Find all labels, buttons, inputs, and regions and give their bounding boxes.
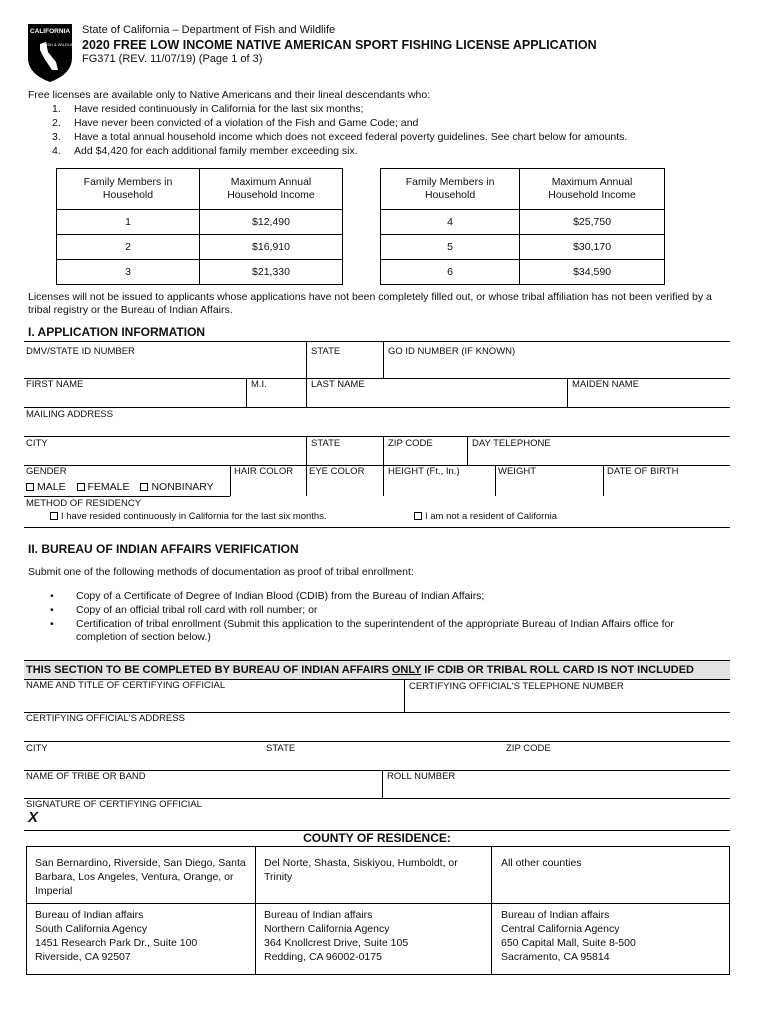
table-row: 5 $30,170 [381, 235, 665, 260]
list-item: • Copy of an official tribal roll card with roll number; or [50, 604, 318, 616]
weight-field[interactable]: WEIGHT [498, 466, 536, 477]
zip-field[interactable]: ZIP CODE [388, 438, 433, 449]
tribe-field[interactable]: NAME OF TRIBE OR BAND [26, 771, 146, 782]
official-name-field[interactable]: NAME AND TITLE OF CERTIFYING OFFICIAL [26, 680, 226, 691]
residency-label: METHOD OF RESIDENCY [26, 498, 142, 509]
seal-text-mid: FISH & WILDLIFE [43, 42, 74, 47]
signature-x: X [28, 809, 39, 826]
residency-option-resident[interactable]: I have resided continuously in California for the last six months. [50, 511, 327, 522]
gender-field: GENDER MALE FEMALE NONBINARY [26, 466, 214, 493]
eye-color-field[interactable]: EYE COLOR [309, 466, 365, 477]
table-row: 4 $25,750 [381, 210, 665, 235]
residency-option-nonresident[interactable]: I am not a resident of California [414, 511, 557, 522]
section2-heading: II. BUREAU OF INDIAN AFFAIRS VERIFICATION [28, 542, 299, 556]
department-line: State of California – Department of Fish and Wildlife [82, 24, 336, 36]
agency-north: Bureau of Indian affairs Northern California Agency 364 Knollcrest Drive, Suite 105 Redding, CA 96002-0175 [264, 909, 409, 963]
maiden-name-field[interactable]: MAIDEN NAME [572, 379, 640, 390]
dob-field[interactable]: DATE OF BIRTH [607, 466, 679, 477]
section1-heading: I. APPLICATION INFORMATION [28, 325, 206, 339]
bia-state-field[interactable]: STATE [266, 743, 296, 754]
form-title: 2020 FREE LOW INCOME NATIVE AMERICAN SPORT FISHING LICENSE APPLICATION [82, 38, 597, 52]
col-income: Maximum Annual Household Income [520, 169, 665, 210]
col-income: Maximum Annual Household Income [200, 169, 343, 210]
hair-color-field[interactable]: HAIR COLOR [234, 466, 294, 477]
male-checkbox[interactable]: MALE [26, 481, 66, 493]
list-item: 4. Add $4,420 for each additional family member exceeding six. [52, 145, 358, 157]
first-name-field[interactable]: FIRST NAME [26, 379, 84, 390]
mi-field[interactable]: M.I. [251, 379, 267, 390]
state-field-2[interactable]: STATE [311, 438, 341, 449]
official-address-field[interactable]: CERTIFYING OFFICIAL'S ADDRESS [26, 713, 185, 724]
county-heading: COUNTY OF RESIDENCE: [303, 831, 451, 845]
county-list-north: Del Norte, Shasta, Siskiyou, Humboldt, or Trinity [264, 857, 458, 883]
day-phone-field[interactable]: DAY TELEPHONE [472, 438, 551, 449]
intro-list [52, 103, 627, 159]
county-list-south: San Bernardino, Riverside, San Diego, Santa Barbara, Los Angeles, Ventura, Orange, or Imperial [35, 857, 246, 897]
col-members: Family Members in Household [381, 169, 520, 210]
cdfw-seal [26, 22, 74, 84]
female-checkbox[interactable]: FEMALE [77, 481, 130, 493]
official-phone-field[interactable]: CERTIFYING OFFICIAL'S TELEPHONE NUMBER [409, 681, 624, 692]
table-row: 2 $16,910 [57, 235, 343, 260]
county-list-central: All other counties [501, 857, 582, 869]
bia-city-field[interactable]: CITY [26, 743, 48, 754]
documentation-list [50, 590, 700, 644]
intro-lead: Free licenses are available only to Native Americans and their lineal descendants who: [28, 89, 431, 101]
height-field[interactable]: HEIGHT (Ft., In.) [388, 466, 460, 477]
last-name-field[interactable]: LAST NAME [311, 379, 365, 390]
table-row: 6 $34,590 [381, 260, 665, 285]
list-item: • Certification of tribal enrollment (Submit this application to the superintendent of the appropriate Bureau of Indian Affairs office for completion of section below.) [50, 618, 674, 643]
list-item: 2. Have never been convicted of a violation of the Fish and Game Code; and [52, 117, 419, 129]
notice: Licenses will not be issued to applicants whose applications have not been completely filled out, or whose tribal affiliation has not been verified by a tribal registry or the Bureau of Indian Affairs. [28, 291, 712, 316]
table-row: 3 $21,330 [57, 260, 343, 285]
form-id: FG371 (REV. 11/07/19) (Page 1 of 3) [82, 53, 263, 65]
signature-field[interactable]: SIGNATURE OF CERTIFYING OFFICIAL X [24, 799, 730, 829]
agency-central: Bureau of Indian affairs Central California Agency 650 Capital Mall, Suite 8-500 Sacramento, CA 95814 [501, 909, 636, 963]
state-field[interactable]: STATE [311, 346, 341, 357]
col-members: Family Members in Household [57, 169, 200, 210]
dmv-id-field[interactable]: DMV/STATE ID NUMBER [26, 346, 135, 357]
list-item: 1. Have resided continuously in California for the last six months; [52, 103, 364, 115]
go-id-field[interactable]: GO ID NUMBER (IF KNOWN) [388, 346, 516, 357]
city-field[interactable]: CITY [26, 438, 48, 449]
income-table-right [380, 168, 665, 285]
nonbinary-checkbox[interactable]: NONBINARY [140, 481, 213, 493]
roll-number-field[interactable]: ROLL NUMBER [387, 771, 456, 782]
list-item: • Copy of a Certificate of Degree of Indian Blood (CDIB) from the Bureau of Indian Affairs; [50, 590, 485, 602]
seal-text-top: CALIFORNIA [29, 28, 71, 35]
county-table [26, 846, 730, 975]
mailing-address-field[interactable]: MAILING ADDRESS [26, 409, 114, 420]
table-row: 1 $12,490 [57, 210, 343, 235]
bia-banner: THIS SECTION TO BE COMPLETED BY BUREAU OF INDIAN AFFAIRS ONLY IF CDIB OR TRIBAL ROLL CARD IS NOT INCLUDED [24, 660, 730, 680]
bia-zip-field[interactable]: ZIP CODE [506, 743, 551, 754]
agency-south: Bureau of Indian affairs South California Agency 1451 Research Park Dr., Suite 100 Riverside, CA 92507 [35, 909, 198, 963]
section2-lead: Submit one of the following methods of documentation as proof of tribal enrollment: [28, 566, 414, 578]
list-item: 3. Have a total annual household income which does not exceed federal poverty guidelines. See chart below for amounts. [52, 131, 628, 143]
income-table-left [56, 168, 343, 285]
